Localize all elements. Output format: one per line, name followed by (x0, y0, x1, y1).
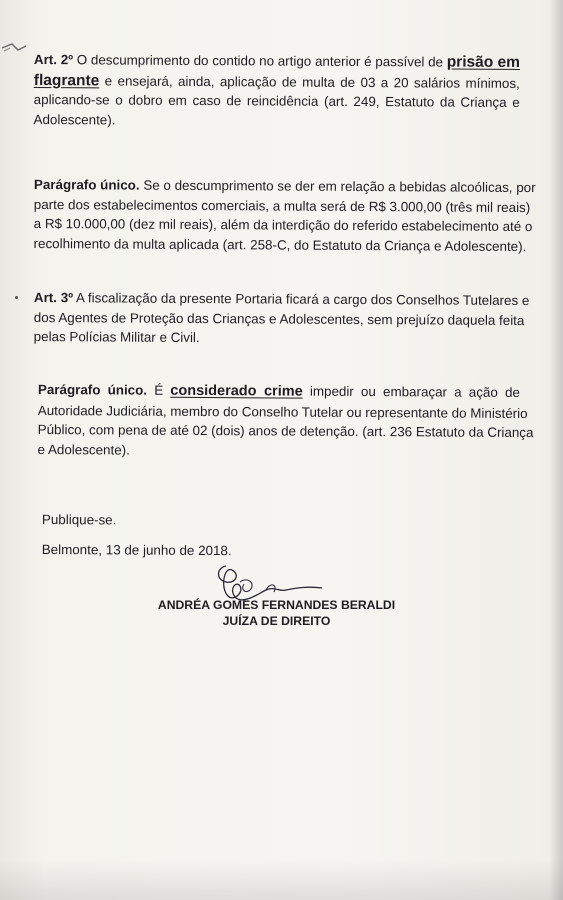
article-2: Art. 2º O descumprimento do contido no artigo anterior é passível de prisão em flagrante e ensejará, ainda, aplicação de multa de 03 a 20 salários mínimos, aplicando-se o dobro em caso de reincidência (art. 249, Estatuto da Criança e Adolescente). (33, 51, 521, 127)
emphasis-considerado-crime: considerado crime (170, 382, 303, 400)
staple-mark-icon (0, 38, 30, 58)
stray-dot (15, 296, 18, 299)
signer-name: ANDRÉA GOMES FERNANDES BERALDI (157, 598, 396, 612)
paragraph-unique-2: Parágrafo único. É considerado crime impedir ou embaraçar a ação de Autoridade Judiciária, membro do Conselho Tutelar ou representante do Ministério Público, com pena de até 02 (dois) anos de detenção. (art. 236 Estatuto da Criança e Adolescente). (37, 381, 534, 458)
paragraph-unique-1: Parágrafo único. Se o descumprimento se der em relação a bebidas alcoólicas, por parte dos estabelecimentos comerciais, a multa será de R$ 3.000,00 (três mil reais) a R$ 10.000,00 (dez mil reais), além da interdição do referido estabelecimento até o recolhimento da multa aplicada (art. 258-C, do Estatuto da Criança e Adolescente). (33, 176, 536, 254)
page-bottom-shadow (0, 860, 563, 900)
place-date: Belmonte, 13 de junho de 2018. (41, 541, 232, 558)
signer-role: JUÍZA DE DIREITO (222, 614, 331, 628)
page-edge-shadow (549, 0, 563, 900)
emphasis-flagrante: flagrante (33, 71, 100, 89)
paragraph-2-label: Parágrafo único. (37, 381, 148, 398)
closing (42, 510, 342, 561)
article-3-label: Art. 3º (33, 289, 74, 306)
article-2-label: Art. 2º (33, 51, 74, 68)
paragraph-1-label: Parágrafo único. (33, 176, 140, 193)
article-3: Art. 3º A fiscalização da presente Portaria ficará a cargo dos Conselhos Tutelares e dos Agentes de Proteção das Crianças e Adolescentes, sem prejuízo daquela feita pelas Polícias Militar e Civil. (33, 289, 530, 346)
publish-text: Publique-se. (41, 511, 117, 528)
emphasis-prisao: prisão em (446, 53, 521, 71)
